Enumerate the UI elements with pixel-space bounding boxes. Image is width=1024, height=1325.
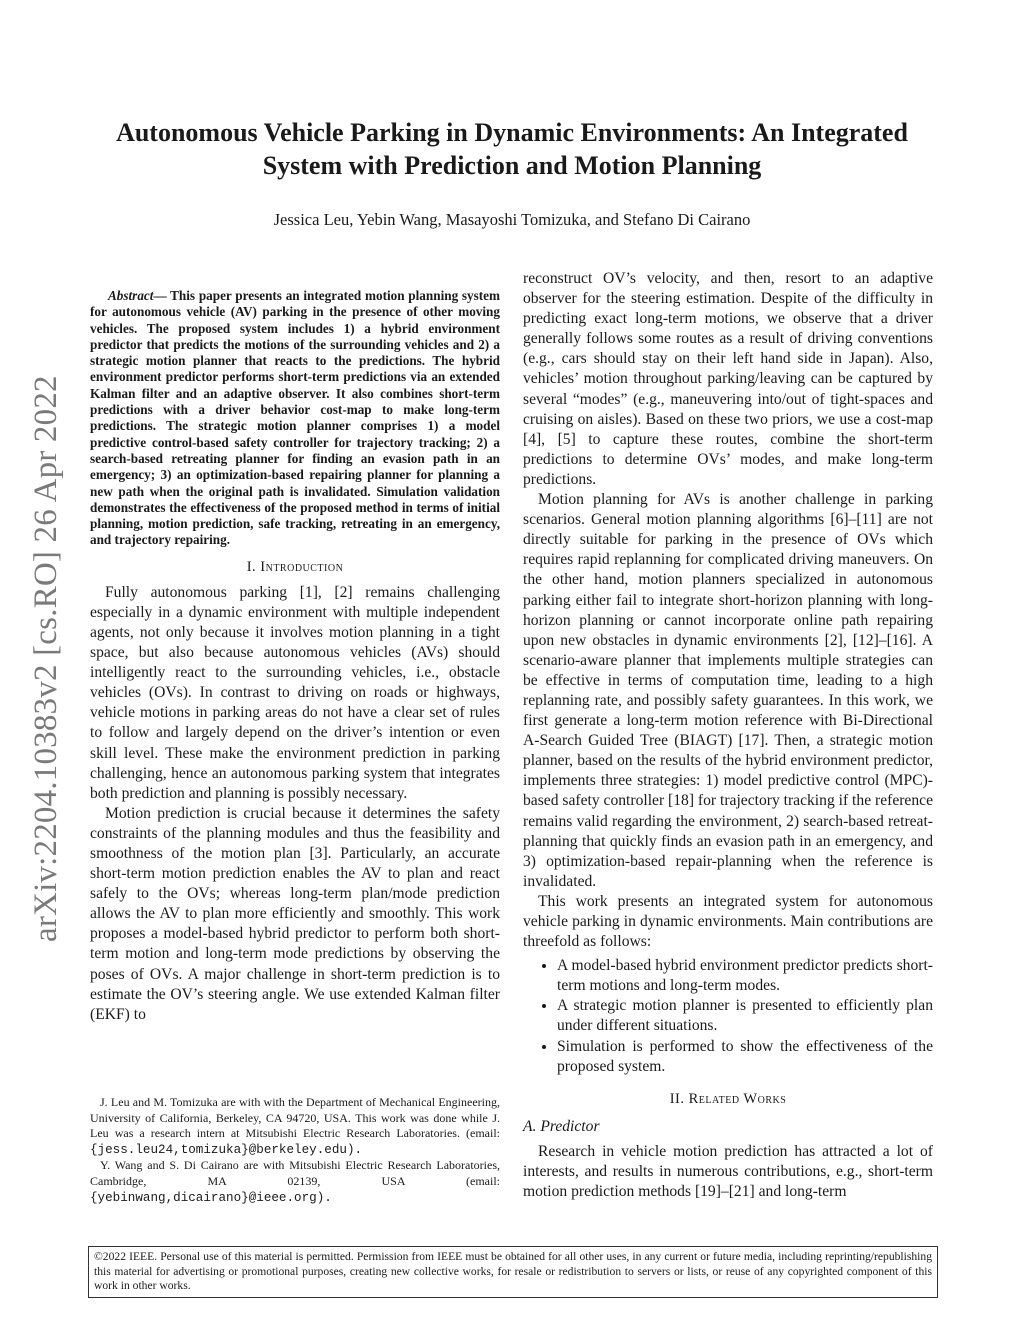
subsection-heading-predictor: A. Predictor [523, 1117, 600, 1135]
arxiv-identifier: arXiv:2204.10383v2 [cs.RO] 26 Apr 2022 [28, 375, 64, 942]
list-item: • Simulation is performed to show the effectiveness of the proposed system. [557, 1037, 933, 1077]
abstract-label: Abstract [108, 288, 154, 303]
paper-title [60, 116, 964, 182]
abstract-text: — This paper presents an integrated motion planning system for autonomous vehicle (AV) parking in the presence of other moving vehicles. The proposed system includes 1) a hybrid environment predictor that predicts the motions of the surrounding vehicles and 2) a strategic motion planner that reacts to the predictions. The hybrid environment predictor performs short-term predictions via an extended Kalman filter and an adaptive observer. It also combines short-term predictions with a driver behavior cost-map to make long-term predictions. The strategic motion planner comprises 1) a model predictive control-based safety controller for trajectory tracking; 2) a search-based retreating planner for finding an evasion path in an emergency; 3) an optimization-based repairing planner for planning a new path when the original path is invalidated. Simulation validation demonstrates the effectiveness of the proposed method in terms of initial planning, motion prediction, safe tracking, retreating in an emergency, and trajectory repairing. [90, 288, 500, 548]
footnote-affiliation-2 [90, 1158, 500, 1206]
section-heading-introduction: I. Introduction [246, 558, 344, 575]
right-column [523, 269, 933, 1202]
intro-paragraph-3: reconstruct OV’s velocity, and then, resort to an adaptive observer for the steering estimation. Despite of the difficulty in predicting exact long-term motions, we observe that a driver generally follows some routes as a result of driving conventions (e.g., cars should stay on their left hand side in Japan). Also, vehicles’ motion throughout parking/leaving can be captured by several “modes” (e.g., maneuvering into/out of tight-spaces and cruising on aisles). Based on these two priors, we use a cost-map [4], [5] to capture these routes, combine the short-term predictions to determine OVs’ modes, and make long-term predictions. [523, 270, 933, 488]
footnote-1-text: J. Leu and M. Tomizuka are with with the Department of Mechanical Engineering, University of California, Berkeley, CA 94720, USA. This work was done while J. Leu was a research intern at Mitsubishi Electric Research Laboratories. (email: [90, 1095, 500, 1141]
title-line-2: System with Prediction and Motion Planning [262, 151, 762, 180]
section-heading-related-works: II. Related Works [669, 1090, 787, 1107]
footnote-2-text: Y. Wang and S. Di Cairano are with Mitsubishi Electric Research Laboratories, Cambridge, MA 02139, USA (email: [90, 1158, 500, 1188]
contributions-list [523, 956, 933, 1077]
intro-paragraph-4: Motion planning for AVs is another challenge in parking scenarios. General motion planning algorithms [6]–[11] are not directly suitable for parking in the presence of OVs which requires rapid replanning for complicated driving maneuvers. On the other hand, motion planners specialized in autonomous parking either fail to integrate short-horizon planning with long-horizon planning or cannot incorporate online path repairing upon new obstacles in dynamic environments [2], [12]–[16]. A scenario-aware planner that implements multiple strategies can be effective in terms of computation time, leading to a high replanning rate, and possibly safety guarantees. In this work, we first generate a long-term motion reference with Bi-Directional A-Search Guided Tree (BIAGT) [17]. Then, a strategic motion planner, based on the results of the hybrid environment predictor, implements three strategies: 1) model predictive control (MPC)-based safety controller [18] for trajectory tracking if the reference remains valid regarding the environment, 2) search-based retreat-planning that quickly finds an evasion path in an emergency, and 3) optimization-based repair-planning when the reference is invalidated. [523, 491, 933, 890]
intro-paragraph-2: Motion prediction is crucial because it determines the safety constraints of the planning modules and thus the feasibility and smoothness of the motion plan [3]. Particularly, an accurate short-term motion prediction enables the AV to plan and react safely to the OVs; whereas long-term plan/mode prediction allows the AV to plan more efficiently and smoothly. This work proposes a model-based hybrid predictor to perform both short-term motion and long-term mode predictions by observing the poses of OVs. A major challenge in short-term prediction is to estimate the OV’s steering angle. We use extended Kalman filter (EKF) to [90, 804, 500, 1023]
footnote-1-email: {jess.leu24,tomizuka}@berkeley.edu). [90, 1142, 363, 1157]
footnote-affiliation-1 [90, 1095, 500, 1158]
abstract [90, 288, 500, 549]
author-list: Jessica Leu, Yebin Wang, Masayoshi Tomizuka, and Stefano Di Cairano [273, 210, 751, 229]
list-item: • A model-based hybrid environment predictor predicts short-term motions and long-term modes. [557, 956, 933, 996]
footnotes [90, 1095, 500, 1206]
title-line-1: Autonomous Vehicle Parking in Dynamic Environments: An Integrated [116, 118, 908, 147]
left-column [90, 288, 500, 1025]
list-item: • A strategic motion planner is presented to efficiently plan under different situations. [557, 996, 933, 1036]
copyright-notice: ©2022 IEEE. Personal use of this material is permitted. Permission from IEEE must be obtained for all other uses, in any current or future media, including reprinting/republishing this material for advertising or promotional purposes, creating new collective works, for resale or redistribution to servers or lists, or reuse of any copyrighted component of this work in other works. [88, 1246, 938, 1298]
intro-paragraph-5: This work presents an integrated system for autonomous vehicle parking in dynamic environments. Main contributions are threefold as follows: [523, 892, 933, 951]
related-works-paragraph-1: Research in vehicle motion prediction has attracted a lot of interests, and results in numerous contributions, e.g., short-term motion prediction methods [19]–[21] and long-term [523, 1142, 933, 1200]
intro-paragraph-1: Fully autonomous parking [1], [2] remains challenging especially in a dynamic environment with multiple independent agents, not only because it involves motion planning in a tight space, but also because autonomous vehicles (AVs) should intelligently react to the surrounding vehicles, i.e., obstacle vehicles (OVs). In contrast to driving on roads or highways, vehicle motions in parking areas do not have a clear set of rules to follow and largely depend on the driver’s intention or even skill level. These make the environment prediction in parking challenging, hence an autonomous parking system that integrates both prediction and planning is possibly necessary. [90, 583, 500, 802]
footnote-2-email: {yebinwang,dicairano}@ieee.org). [90, 1190, 332, 1205]
